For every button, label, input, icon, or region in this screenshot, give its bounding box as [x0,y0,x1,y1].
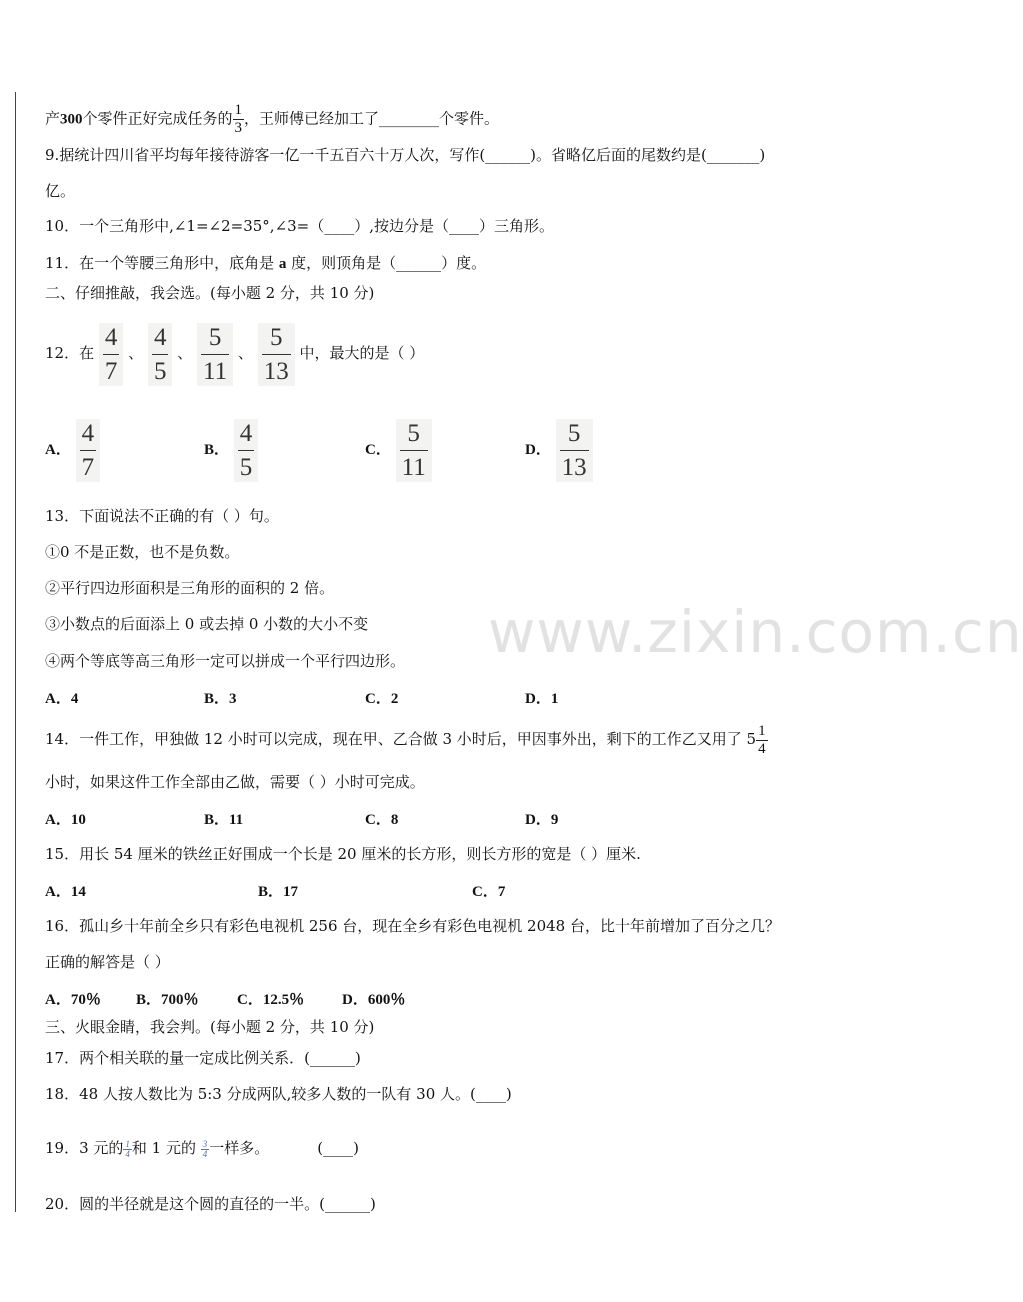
option-d[interactable]: D．600％ [342,992,406,1008]
question-14: 14．一件工作，甲独做 12 小时可以完成，现在甲、乙合做 3 小时后，甲因事外出，剩下的工作乙又用了 5 $\frac{1}{4}$ [45,722,766,757]
option-d[interactable]: D．1 [525,691,559,707]
question-8-continuation: 产300个零件正好完成任务的 $\frac{1}{3}$ ，王师傅已经加工了________个零件。 [45,102,500,136]
option-d[interactable]: D． $\frac{5}{13}$ [525,412,593,487]
question-9: 9.据统计四川省平均每年接待游客一亿一千五百六十万人次，写作(______)。省略亿后面的尾数约是(_______) [45,146,766,164]
option-b[interactable]: B．700％ [136,992,199,1008]
option-c[interactable]: C． $\frac{5}{11}$ [365,412,432,487]
question-12: 12．在 $\frac{4}{7}$ 、 $\frac{4}{5}$ 、 $\frac{5}{11}$ 、 $\frac{5}{13}$ 中，最大的是（ ） [45,323,425,385]
option-c[interactable]: C．2 [365,691,399,707]
option-d[interactable]: D．9 [525,812,559,828]
question-16-line-2: 正确的解答是（ ） [45,953,170,971]
question-19: 19．3 元的 $\frac{1}{4}$ 和 1 元的 $\frac{3}{4}$ 一样多。 (____) [45,1138,360,1159]
fraction: $\frac{5}{13}$ [556,419,593,482]
fraction: $\frac{5}{11}$ [197,323,233,386]
option-a[interactable]: A． $\frac{4}{7}$ [45,412,100,487]
fraction: $\frac{4}{7}$ [99,323,124,386]
statement-4: ④两个等底等高三角形一定可以拼成一个平行四边形。 [45,652,406,670]
question-15: 15．用长 54 厘米的铁丝正好围成一个长是 20 厘米的长方形，则长方形的宽是（ ）厘米. [45,845,641,863]
option-a[interactable]: A．14 [45,884,86,900]
question-11: 11．在一个等腰三角形中，底角是 a 度，则顶角是（______）度。 [45,254,487,272]
statement-3: ③小数点的后面添上 0 或去掉 0 小数的大小不变 [45,615,369,633]
option-c[interactable]: C．8 [365,812,399,828]
left-margin-line [15,92,16,1212]
question-17: 17．两个相关联的量一定成比例关系．(______) [45,1049,361,1067]
fraction: $\frac{4}{5}$ [148,323,173,386]
statement-2: ②平行四边形面积是三角形的面积的 2 倍。 [45,579,335,597]
fraction: $\frac{5}{11}$ [396,419,432,482]
option-a[interactable]: A．10 [45,812,86,828]
section-2-heading: 二、仔细推敲，我会选。(每小题 2 分，共 10 分) [45,284,375,302]
option-b[interactable]: B． $\frac{4}{5}$ [204,412,258,487]
fraction: $\frac{1}{3}$ [234,102,243,136]
fraction: $\frac{5}{13}$ [258,323,295,386]
watermark: www.zixin.com.cn [488,598,1023,666]
option-a[interactable]: A．4 [45,691,79,707]
option-c[interactable]: C．7 [472,884,506,900]
question-14-line-2: 小时，如果这件工作全部由乙做，需要（ ）小时可完成。 [45,773,425,791]
statement-1: ①0 不是正数，也不是负数。 [45,543,240,561]
fraction: $\frac{4}{7}$ [76,419,101,482]
option-a[interactable]: A．70％ [45,992,101,1008]
question-13: 13．下面说法不正确的有（ ）句。 [45,507,279,525]
fraction: $\frac{4}{5}$ [234,419,259,482]
question-9-line-2: 亿。 [45,182,76,200]
option-b[interactable]: B．17 [258,884,299,900]
question-16: 16．孤山乡十年前全乡只有彩色电视机 256 台，现在全乡有彩色电视机 2048 台，比十年前增加了百分之几？ [45,917,780,935]
question-18: 18．48 人按人数比为 5:3 分成两队,较多人数的一队有 30 人。(____) [45,1085,512,1103]
option-b[interactable]: B．3 [204,691,237,707]
fraction: $\frac{3}{4}$ [202,1138,208,1159]
question-20: 20．圆的半径就是这个圆的直径的一半。(______) [45,1195,376,1213]
fraction: $\frac{1}{4}$ [758,722,766,757]
section-3-heading: 三、火眼金睛，我会判。(每小题 2 分，共 10 分) [45,1018,375,1036]
fraction: $\frac{1}{4}$ [125,1138,130,1159]
question-10: 10．一个三角形中,∠1=∠2=35°,∠3=（____）,按边分是（____）三角形。 [45,217,555,235]
option-c[interactable]: C．12.5％ [237,992,305,1008]
option-b[interactable]: B．11 [204,812,244,828]
